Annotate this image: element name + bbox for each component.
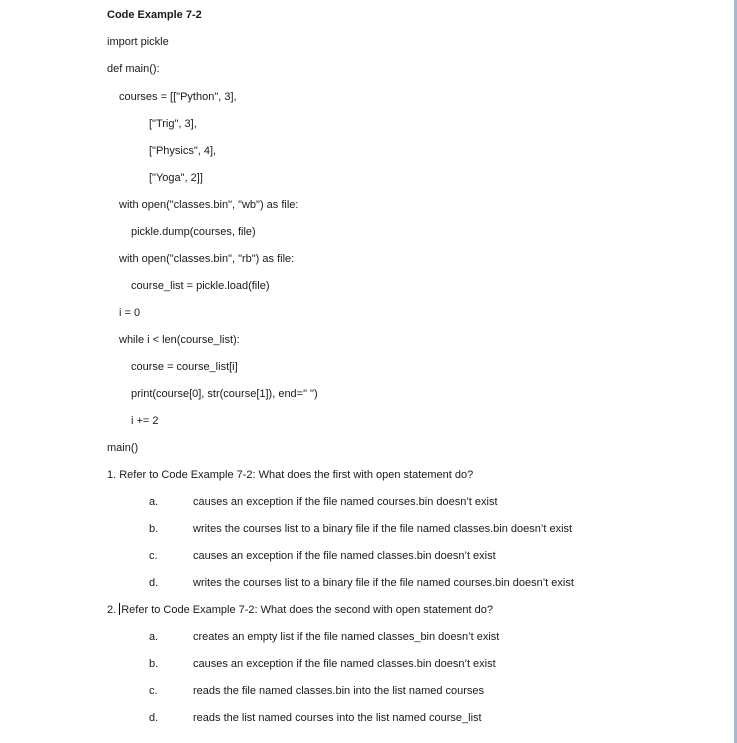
code-line: course_list = pickle.load(file) [131,280,270,292]
option-label: c. [149,550,158,562]
option-label: d. [149,577,159,589]
option-text: reads the file named classes.bin into the list named courses [193,685,485,697]
option-text: creates an empty list if the file named classes_bin doesn’t exist [193,631,500,643]
option-label: c. [149,685,158,697]
code-line: courses = [["Python", 3], [119,91,237,103]
question-text: Refer to Code Example 7-2: What does the second with open statement do? [121,604,494,616]
code-example-title: Code Example 7-2 [107,9,202,21]
code-line: main() [107,442,139,454]
code-line: while i < len(course_list): [119,334,240,346]
code-line: with open("classes.bin", "rb") as file: [119,253,295,265]
option-text: writes the courses list to a binary file if the file named classes.bin doesn’t exist [193,523,573,535]
code-line: ["Trig", 3], [149,118,197,130]
option-text: writes the courses list to a binary file if the file named courses.bin doesn’t exist [193,577,574,589]
question-text: Refer to Code Example 7-2: What does the first with open statement do? [119,469,474,481]
code-line: def main(): [107,63,160,75]
option-label: a. [149,631,159,643]
option-text: reads the list named courses into the list named course_list [193,712,482,724]
option-text: causes an exception if the file named classes.bin doesn’t exist [193,550,496,562]
option-text: causes an exception if the file named courses.bin doesn’t exist [193,496,498,508]
option-label: b. [149,523,159,535]
question-1 [107,468,473,482]
option-text: causes an exception if the file named classes.bin doesn’t exist [193,658,496,670]
question-number: 1. [107,469,120,481]
code-line: i = 0 [119,307,141,319]
option-label: d. [149,712,159,724]
code-line: course = course_list[i] [131,361,238,373]
question-number: 2. [107,604,120,616]
code-line: pickle.dump(courses, file) [131,226,256,238]
code-line: ["Physics", 4], [149,145,217,157]
question-2 [107,603,493,617]
code-line: import pickle [107,36,169,48]
code-line: with open("classes.bin", "wb") as file: [119,199,299,211]
option-label: b. [149,658,159,670]
option-label: a. [149,496,159,508]
code-line: i += 2 [131,415,159,427]
code-line: ["Yoga", 2]] [149,172,203,184]
code-line: print(course[0], str(course[1]), end=" ") [131,388,318,400]
